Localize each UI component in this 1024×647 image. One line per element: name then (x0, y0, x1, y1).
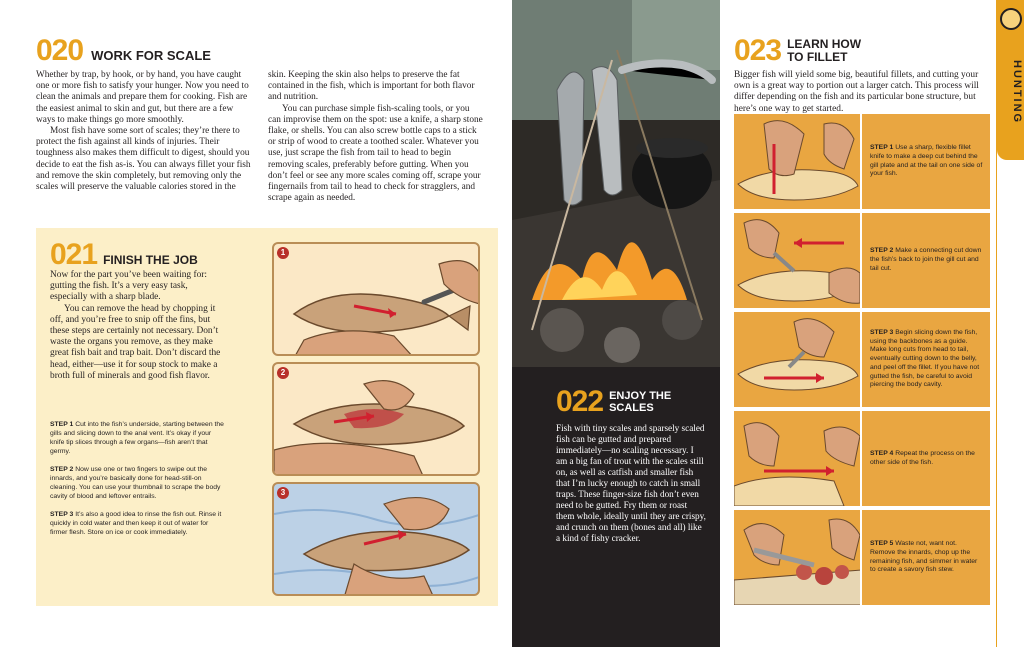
fillet-step-text (862, 213, 990, 308)
section-title: WORK FOR SCALE (91, 48, 211, 63)
section-022-body: Fish with tiny scales and sparsely scaled fish can be gutted and prepared immediately—no scaling necessary. I am a big fan of trout with the scales still on, as well as catfish and smaller fish that I’m lucky enough to catch in small traps. These finger-size fish don’t even need to be gutted. Fry them or roast them whole, ideally until they are crispy, and crunch on them (bones and all) like a kind of fishy cracker. (556, 423, 706, 543)
step-text: Waste not, want not. Remove the innards, chop up the remaining fish, and simmer in water to create a savory fish stew. (870, 539, 978, 574)
section-023-intro: Bigger fish will yield some big, beautiful fillets, and cutting your own is a great way to portion out a larger catch. This process will differ depending on the fish and its particular bone structure, but here’s one way to get started. (734, 70, 979, 114)
campfire-fish-photo (512, 0, 720, 367)
step-text: Repeat the process on the other side of the fish. (870, 449, 975, 466)
section-number: 023 (734, 34, 782, 67)
chapter-tab (997, 0, 1024, 160)
step-label: STEP 3 (870, 328, 894, 336)
section-021-heading (50, 238, 198, 272)
fillet-step-text (862, 411, 990, 506)
step-text: Use a sharp, flexible fillet knife to make a deep cut behind the gill plate and at the tail on one side of your fish. (870, 143, 983, 178)
paragraph: Now for the part you’ve been waiting for: gutting the fish. It’s a very easy task, especially with a sharp blade. (50, 270, 207, 303)
paragraph: Most fish have some sort of scales; they’re there to protect the fish against all kinds of injuries. Their toughness also makes them difficult to digest, should you decide to eat the fish as-is. You can always fillet your fish and remove the skin completely, but removing only the scales will preserve the valuable calories stored in the (36, 126, 251, 193)
section-022-box (512, 367, 720, 647)
gutting-steps (50, 420, 226, 546)
step-1 (50, 420, 226, 456)
panel-number-badge: 3 (277, 487, 289, 499)
fillet-illustration-3 (734, 312, 862, 407)
step-label: STEP 2 (870, 247, 894, 255)
fillet-illustration-4 (734, 411, 862, 506)
step-label: STEP 1 (50, 421, 74, 428)
step-label: STEP 4 (870, 449, 894, 457)
illustration-panel-1 (272, 242, 480, 356)
step-label: STEP 2 (50, 466, 74, 473)
section-title: LEARN HOW TO FILLET (787, 37, 862, 64)
step-text: Begin slicing down the fish, using the backbones as a guide. Make long cuts from head to tail, eventually cutting down to the belly, and peel off the fillet. If you have not gutted the fish, be careful to avoid piercing the body cavity. (870, 328, 980, 389)
gutting-illustration-innards (274, 364, 480, 476)
section-023 (734, 34, 990, 115)
chapter-tab-label: HUNTING (1011, 59, 1023, 125)
panel-number-badge: 2 (277, 367, 289, 379)
step-text: It’s also a good idea to rinse the fish out. Rinse it quickly in cold water and then keep it out of water for firmer flesh. Store on ice or cook immediately. (50, 511, 222, 536)
fillet-step-row-4 (734, 411, 990, 506)
section-title: ENJOY THE SCALES (609, 390, 672, 414)
chapter-icon (1000, 8, 1022, 30)
step-text: Make a connecting cut down the fish’s back to join the gill cut and tail cut. (870, 247, 982, 272)
section-020 (36, 34, 506, 204)
section-number: 022 (556, 385, 604, 418)
section-023-heading (734, 34, 990, 68)
fillet-step-text (862, 114, 990, 209)
gutting-illustration-cut (274, 244, 480, 356)
section-021-body (50, 270, 222, 382)
section-title: FINISH THE JOB (103, 253, 198, 267)
step-label: STEP 3 (50, 511, 74, 518)
paragraph: You can purchase simple fish-scaling tools, or you can improvise them on the spot: use a knife, a sharp stone flake, or shells. You can also screw bottle caps to a stick or strip of wood to create a toothed scaler. Whatever you use, just scrape the fish from tail to head to begin removing scales, preferably before gutting. When you don’t feel or see any more scales coming off, scrape your fingernails from tail to head to check for stragglers, and scrape again as needed. (268, 103, 483, 204)
illustration-panel-2 (272, 362, 480, 476)
step-2 (50, 465, 226, 501)
fillet-illustration-1 (734, 114, 862, 209)
paragraph: You can remove the head by chopping it off, and you’re free to snip off the fins, but these steps are certainly not necessary. Don’t waste the organs you remove, as they make great fish bait and trap bait. Don’t discard the head, either—use it for soup stock to make a broth full of minerals and good fish flavor. (50, 303, 221, 381)
section-number: 020 (36, 34, 84, 67)
step-3 (50, 510, 226, 537)
fillet-step-row-5 (734, 510, 990, 605)
fillet-illustration-5 (734, 510, 862, 605)
section-021-box (36, 228, 498, 606)
section-number: 021 (50, 238, 98, 271)
illustration-panel-3 (272, 482, 480, 596)
fillet-step-text (862, 312, 990, 407)
rinsing-illustration (274, 484, 480, 596)
fillet-step-row-3 (734, 312, 990, 407)
paragraph: skin. Keeping the skin also helps to preserve the fat contained in the fish, which is important for both flavor and nutrition. (268, 70, 475, 103)
paragraph: Whether by trap, by hook, or by hand, you have caught one or more fish to satisfy your hunger. Now you need to clean the animals and prepare them for cooking. Fish are the easiest animal to skin and gut, but there are a few ways to make things go more smoothly. (36, 70, 249, 125)
step-label: STEP 1 (870, 143, 894, 151)
panel-number-badge: 1 (277, 247, 289, 259)
fillet-step-row-1 (734, 114, 990, 209)
section-020-heading (36, 34, 506, 68)
step-label: STEP 5 (870, 539, 894, 547)
step-text: Cut into the fish’s underside, starting between the gills and slicing down to the anal vent. It’s okay if your knife tip slices through a few organs—fish aren’t that germy. (50, 421, 224, 455)
section-022-heading (556, 385, 679, 419)
text-column-1 (36, 70, 252, 204)
text-column-2 (268, 70, 484, 204)
fillet-illustration-2 (734, 213, 862, 308)
fillet-step-text (862, 510, 990, 605)
photo-illustration (512, 0, 720, 367)
step-text: Now use one or two fingers to swipe out the innards, and you’re basically done for head-still-on cleaning. You can use your thumbnail to scrape the body cavity of blood and leftover entrails. (50, 466, 221, 500)
fillet-step-row-2 (734, 213, 990, 308)
